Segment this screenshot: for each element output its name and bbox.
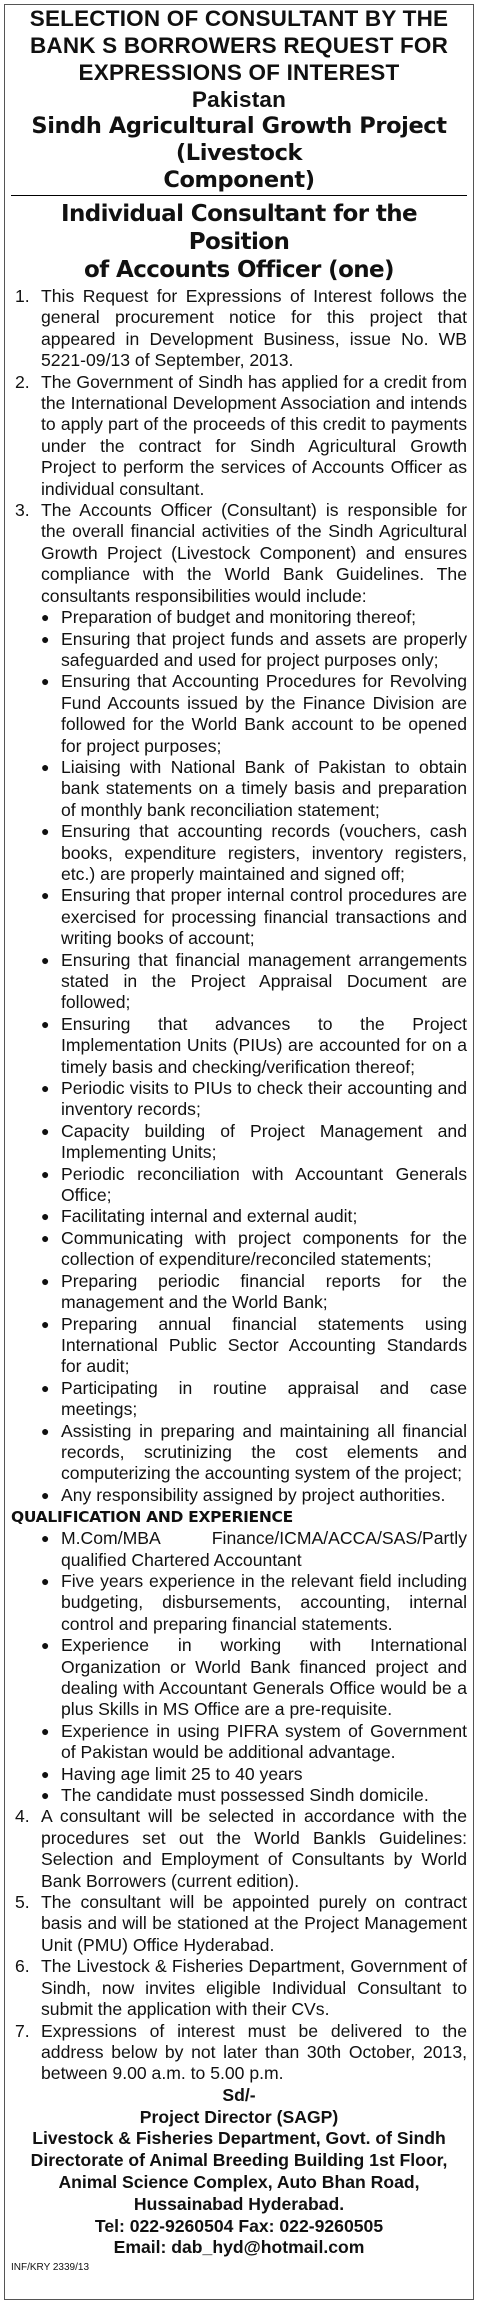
qualifications-list xyxy=(11,1528,467,1806)
responsibility-item xyxy=(41,1164,467,1207)
responsibility-item-text: Periodic visits to PIUs to check their accounting and inventory records; xyxy=(61,1078,467,1120)
responsibility-item-text: Ensuring that accounting records (vouchers, cash books, expenditure registers, inventory registers, etc.) are properly maintained and signed off; xyxy=(61,821,467,884)
responsibility-item-text: Liaising with National Bank of Pakistan to obtain bank statements on a timely basis and preparation of monthly bank reconciliation statement; xyxy=(61,756,467,820)
position-heading xyxy=(11,200,467,284)
responsibilities-list xyxy=(11,607,467,1506)
responsibility-item xyxy=(41,1378,467,1421)
qualification-item-text: Having age limit 25 to 40 years xyxy=(61,1763,303,1784)
bullet-icon: ● xyxy=(41,1765,50,1782)
item-number: 3. xyxy=(15,500,30,521)
bullet-icon: ● xyxy=(41,1015,50,1032)
item-text: Expressions of interest must be delivered to the address below by not later than 30th October, 2013, between 9.00 a.m. to 5.00 p.m. xyxy=(41,2020,467,2084)
advertisement xyxy=(4,4,474,2300)
header-line-4: Pakistan xyxy=(191,87,287,112)
item-number: 2. xyxy=(15,371,30,392)
responsibility-item xyxy=(41,1421,467,1485)
responsibility-item xyxy=(41,821,467,885)
signature-line-2: Directorate of Animal Breeding Building 1st Floor, xyxy=(30,2150,448,2171)
qualification-item-text: M.Com/MBA Finance/ICMA/ACCA/SAS/Partly qualified Chartered Accountant xyxy=(61,1528,467,1570)
numbered-item xyxy=(11,1956,467,2020)
responsibility-item xyxy=(41,1078,467,1121)
item-text: The Government of Sindh has applied for a credit from the International Development Association and intends to apply part of the proceeds of this credit to payments under the contract for Sindh Agricultural Growth Project to perform the services of Accounts Officer as individual consultant. xyxy=(41,371,467,499)
item-number: 7. xyxy=(15,2020,30,2041)
bullet-icon: ● xyxy=(41,1637,50,1654)
responsibility-item-text: Preparing periodic financial reports for the management and the World Bank; xyxy=(61,1270,467,1313)
responsibility-item xyxy=(41,885,467,949)
qualification-item-text: Five years experience in the relevant field including budgeting, disbursements, accounting, internal control and preparing financial statements. xyxy=(61,1570,467,1634)
numbered-item xyxy=(11,1806,467,1892)
responsibility-item-text: Participating in routine appraisal and case meetings; xyxy=(61,1377,467,1420)
advert-header xyxy=(11,5,467,194)
responsibility-item xyxy=(41,1485,467,1506)
bullet-icon: ● xyxy=(41,1229,50,1246)
signature-title: Project Director (SAGP) xyxy=(139,2106,339,2127)
qualification-item xyxy=(41,1528,467,1571)
responsibility-item-text: Preparing annual financial statements using International Public Sector Accounting Standards for audit; xyxy=(61,1313,467,1377)
bullet-icon: ● xyxy=(41,1272,50,1289)
responsibility-item-text: Ensuring that advances to the Project Implementation Units (PIUs) are accounted for on a timely basis and checking/verification thereof; xyxy=(61,1013,467,1077)
bullet-icon: ● xyxy=(41,887,50,904)
numbered-items-top xyxy=(11,286,467,607)
advert-body xyxy=(11,286,467,2085)
signature-line-3: Animal Science Complex, Auto Bhan Road, xyxy=(58,2171,420,2192)
responsibility-item xyxy=(41,1121,467,1164)
responsibility-item-text: Communicating with project components for the collection of expenditure/reconciled statements; xyxy=(61,1227,467,1270)
numbered-item xyxy=(11,500,467,607)
item-number: 4. xyxy=(15,1806,30,1827)
bullet-icon: ● xyxy=(41,1080,50,1097)
responsibility-item xyxy=(41,1014,467,1078)
signature-phone: Tel: 022-9260504 Fax: 022-9260505 xyxy=(94,2215,384,2236)
numbered-items-bottom xyxy=(11,1806,467,2084)
responsibility-item xyxy=(41,950,467,1014)
numbered-item xyxy=(11,1892,467,1956)
responsibility-item-text: Ensuring that proper internal control procedures are exercised for processing financial transactions and writing books of account; xyxy=(61,885,467,949)
bullet-icon: ● xyxy=(41,1530,50,1547)
position-heading-line-1: Individual Consultant for the Position xyxy=(60,201,418,255)
qualification-item xyxy=(41,1785,467,1806)
responsibility-item-text: Periodic reconciliation with Accountant Generals Office; xyxy=(61,1163,467,1206)
responsibility-item-text: Facilitating internal and external audit; xyxy=(61,1206,358,1227)
header-line-2: BANK S BORROWERS REQUEST FOR xyxy=(29,33,449,58)
header-line-5: Sindh Agricultural Growth Project (Livestock xyxy=(31,113,447,166)
responsibility-item xyxy=(41,671,467,757)
numbered-item xyxy=(11,286,467,372)
qualification-item xyxy=(41,1571,467,1635)
item-text: This Request for Expressions of Interest follows the general procurement notice for this project that appeared in Development Business, issue No. WB 5221-09/13 of September, 2013. xyxy=(41,286,467,371)
bullet-icon: ● xyxy=(41,1422,50,1439)
numbered-item xyxy=(11,372,467,500)
bullet-icon: ● xyxy=(41,1722,50,1739)
responsibility-item-text: Ensuring that project funds and assets are properly safeguarded and used for project purposes only; xyxy=(61,628,467,670)
responsibility-item-text: Ensuring that financial management arrangements stated in the Project Appraisal Document are followed; xyxy=(61,949,467,1013)
bullet-icon: ● xyxy=(41,758,50,775)
bullet-icon: ● xyxy=(41,823,50,840)
item-text: The Livestock & Fisheries Department, Government of Sindh, now invites eligible Individual Consultant to submit the application with their CVs. xyxy=(41,1956,467,2020)
qualification-item-text: Experience in using PIFRA system of Government of Pakistan would be additional advantage. xyxy=(61,1720,467,1763)
bullet-icon: ● xyxy=(41,1208,50,1225)
bullet-icon: ● xyxy=(41,1572,50,1589)
item-number: 1. xyxy=(15,286,30,306)
bullet-icon: ● xyxy=(41,673,50,690)
responsibility-item xyxy=(41,1271,467,1314)
qualification-item xyxy=(41,1721,467,1764)
bullet-icon: ● xyxy=(41,1787,50,1804)
header-line-3: EXPRESSIONS OF INTEREST xyxy=(78,60,400,85)
header-divider xyxy=(11,195,467,196)
bullet-icon: ● xyxy=(41,609,50,626)
reference-code: INF/KRY 2339/13 xyxy=(11,2262,90,2274)
responsibility-item-text: Capacity building of Project Management and Implementing Units; xyxy=(61,1120,467,1163)
qualification-item-text: Experience in working with International Organization or World Bank financed project and dealing with Accountant Generals Office would be a plus Skills in MS Office are a pre-requisite. xyxy=(61,1635,467,1720)
bullet-icon: ● xyxy=(41,1165,50,1182)
item-number: 6. xyxy=(15,1956,30,1977)
bullet-icon: ● xyxy=(41,1486,50,1503)
signature-line-4: Hussainabad Hyderabad. xyxy=(133,2193,345,2214)
responsibility-item-text: Preparation of budget and monitoring thereof; xyxy=(61,607,417,628)
qualification-item-text: The candidate must possessed Sindh domicile. xyxy=(61,1785,429,1806)
responsibility-item xyxy=(41,629,467,672)
responsibility-item-text: Ensuring that Accounting Procedures for Revolving Fund Accounts issued by the Finance Division are followed for the World Bank account to be opened for project purposes; xyxy=(61,671,467,756)
item-text: A consultant will be selected in accordance with the procedures set out the World Bankls Guidelines: Selection and Employment of Consultants by World Bank Borrowers (current edition). xyxy=(41,1806,467,1891)
responsibility-item xyxy=(41,607,467,628)
qualification-item xyxy=(41,1764,467,1785)
bullet-icon: ● xyxy=(41,951,50,968)
header-line-6: Component) xyxy=(163,167,315,193)
qualification-heading: QUALIFICATION AND EXPERIENCE xyxy=(11,1508,293,1527)
item-number: 5. xyxy=(15,1892,30,1913)
qualification-item xyxy=(41,1635,467,1721)
responsibility-item xyxy=(41,1228,467,1271)
signature-sd: Sd/- xyxy=(222,2084,256,2105)
responsibility-item-text: Assisting in preparing and maintaining all financial records, scrutinizing the cost elements and computerizing the accounting system of the project; xyxy=(61,1420,467,1484)
responsibility-item xyxy=(41,757,467,821)
numbered-item xyxy=(11,2021,467,2085)
bullet-icon: ● xyxy=(41,1379,50,1396)
item-text: The consultant will be appointed purely on contract basis and will be stationed at the Project Management Unit (PMU) Office Hyderabad. xyxy=(41,1892,467,1955)
item-text: The Accounts Officer (Consultant) is responsible for the overall financial activities of the Sindh Agricultural Growth Project (Livestock Component) and ensures compliance with the World Bank Guidelines. The consultants responsibilities would include: xyxy=(41,500,467,606)
responsibility-item xyxy=(41,1314,467,1378)
responsibility-item xyxy=(41,1206,467,1227)
position-heading-line-2: of Accounts Officer (one) xyxy=(84,257,394,283)
header-line-1: SELECTION OF CONSULTANT BY THE xyxy=(29,6,449,31)
signature-block xyxy=(11,2085,467,2259)
bullet-icon: ● xyxy=(41,630,50,647)
bullet-icon: ● xyxy=(41,1315,50,1332)
responsibility-item-text: Any responsibility assigned by project authorities. xyxy=(61,1484,446,1505)
signature-line-1: Livestock & Fisheries Department, Govt. of Sindh xyxy=(32,2128,446,2149)
bullet-icon: ● xyxy=(41,1122,50,1139)
signature-email: Email: dab_hyd@hotmail.com xyxy=(113,2237,365,2258)
